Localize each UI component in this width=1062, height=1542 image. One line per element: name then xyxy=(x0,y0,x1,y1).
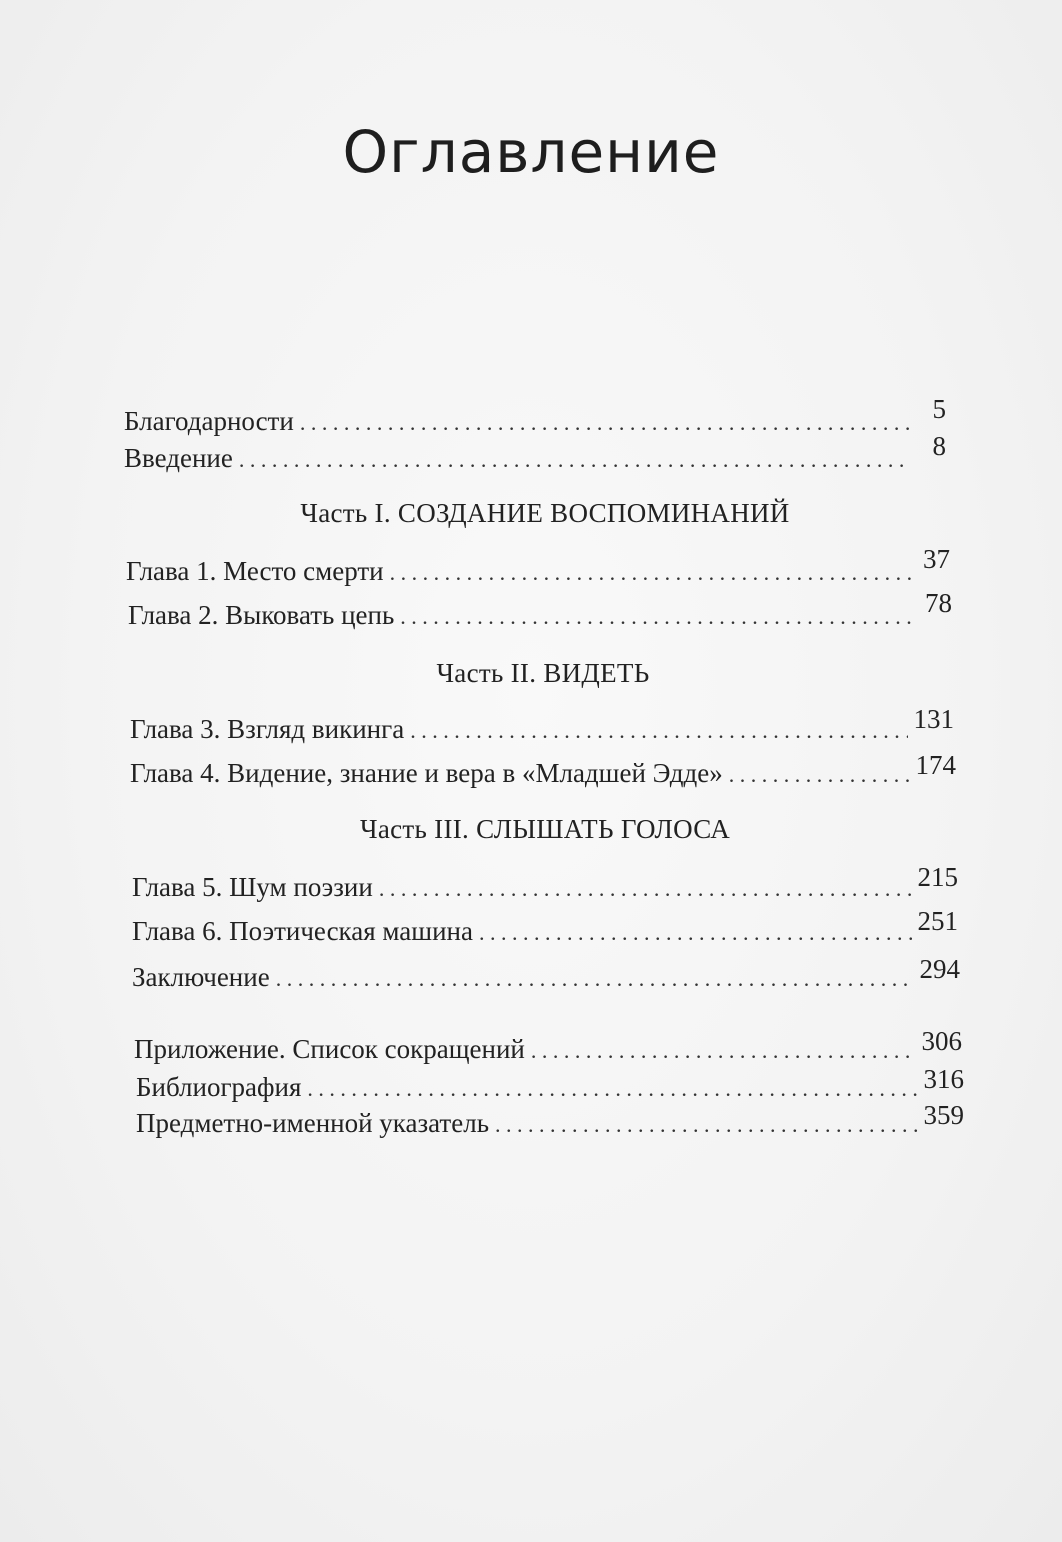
toc-entry-chapter-1 xyxy=(126,544,950,587)
toc-entry-page: 37 xyxy=(923,544,950,574)
toc-entry-page: 294 xyxy=(919,954,960,984)
toc-entry-appendix xyxy=(134,1026,962,1065)
toc-entry-conclusion xyxy=(132,954,960,993)
part-heading: Часть III. СЛЫШАТЬ ГОЛОСА xyxy=(359,814,731,844)
toc-entry-page: 316 xyxy=(923,1064,964,1094)
toc-entry-label: Глава 1. Место смерти xyxy=(126,556,384,586)
toc-entry-page: 174 xyxy=(915,750,956,780)
dot-leader xyxy=(239,447,910,473)
part-heading: Часть I. СОЗДАНИЕ ВОСПОМИНАНИЙ xyxy=(300,498,790,528)
toc-entry-introduction xyxy=(124,431,946,474)
toc-entry-chapter-2 xyxy=(128,588,952,631)
toc-entry-label: Глава 5. Шум поэзии xyxy=(132,872,373,902)
dot-leader xyxy=(276,966,914,992)
toc-entry-label: Приложение. Список сокращений xyxy=(134,1034,525,1064)
toc-entry-page: 131 xyxy=(913,704,954,734)
toc-entry-page: 5 xyxy=(932,394,946,424)
dot-leader xyxy=(410,718,907,744)
page-title: Оглавление xyxy=(342,118,720,186)
toc-entry-page: 8 xyxy=(932,431,946,461)
toc-entry-page: 359 xyxy=(923,1100,964,1130)
toc-entry-label: Глава 4. Видение, знание и вера в «Младшей Эдде» xyxy=(130,758,723,788)
toc-entry-label: Предметно-именной указатель xyxy=(136,1108,490,1138)
toc-entry-label: Глава 2. Выковать цепь xyxy=(128,600,395,630)
dot-leader xyxy=(729,762,910,788)
toc-entry-chapter-6 xyxy=(132,906,958,947)
toc-entry-chapter-3 xyxy=(130,704,954,745)
toc-entry-chapter-4 xyxy=(130,750,956,789)
dot-leader xyxy=(479,920,912,946)
toc-entry-label: Глава 6. Поэтическая машина xyxy=(132,916,473,946)
dot-leader xyxy=(390,560,914,586)
dot-leader xyxy=(307,1076,917,1102)
toc-entry-label: Глава 3. Взгляд викинга xyxy=(130,714,405,744)
toc-entry-label: Благодарности xyxy=(124,406,294,436)
dot-leader xyxy=(531,1038,916,1064)
dot-leader xyxy=(379,876,912,902)
toc-entry-page: 251 xyxy=(917,906,958,936)
toc-entry-acknowledgements xyxy=(124,394,946,437)
dot-leader xyxy=(300,410,910,436)
toc-entry-label: Библиография xyxy=(136,1072,302,1102)
dot-leader xyxy=(495,1112,917,1138)
dot-leader xyxy=(400,604,916,630)
toc-entry-bibliography xyxy=(136,1064,964,1103)
toc-entry-index xyxy=(136,1100,964,1139)
toc-entry-chapter-5 xyxy=(132,862,958,903)
toc-entry-page: 215 xyxy=(917,862,958,892)
toc-entry-label: Введение xyxy=(124,443,233,473)
toc-entry-page: 78 xyxy=(925,588,952,618)
part-heading: Часть II. ВИДЕТЬ xyxy=(436,658,650,688)
toc-entry-label: Заключение xyxy=(132,962,270,992)
toc-entry-page: 306 xyxy=(921,1026,962,1056)
